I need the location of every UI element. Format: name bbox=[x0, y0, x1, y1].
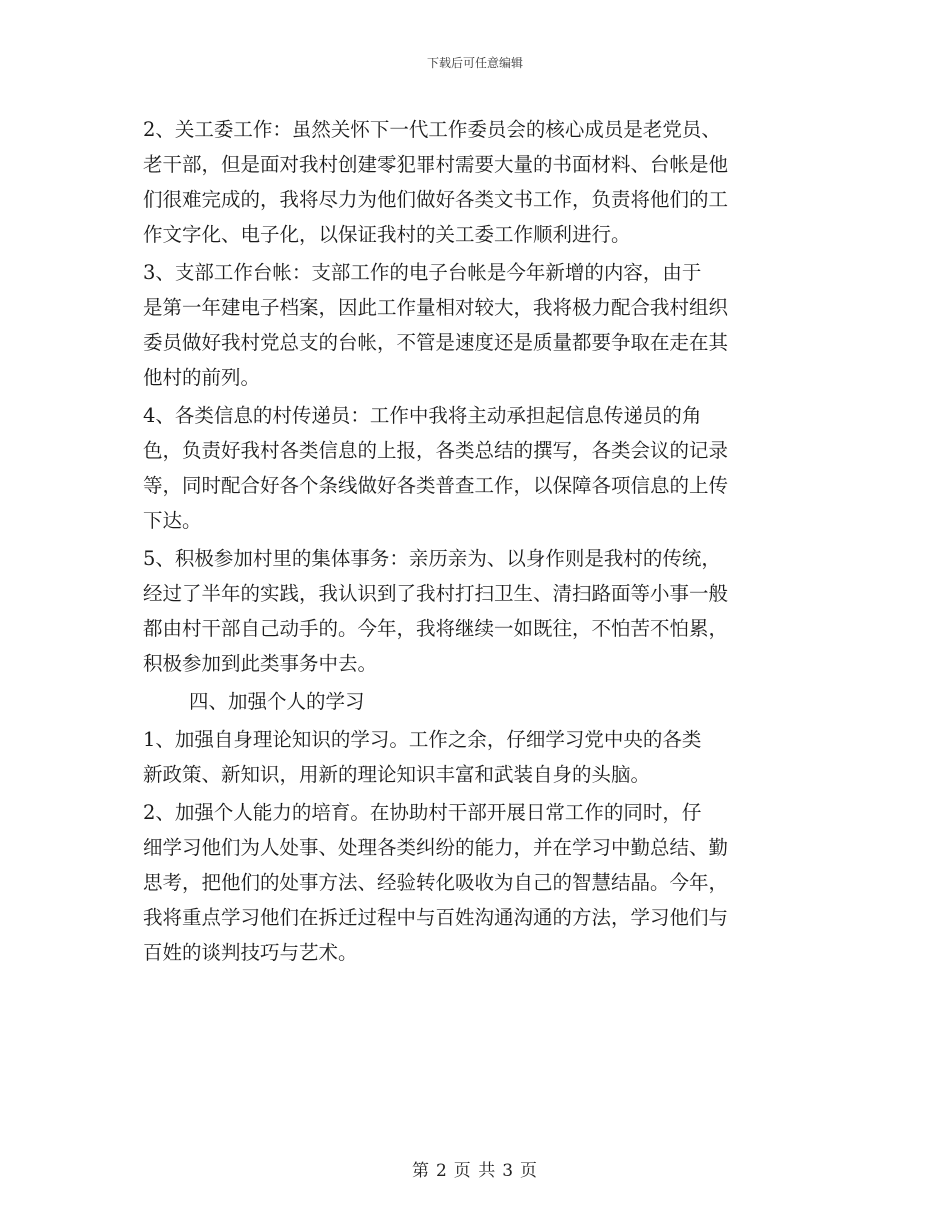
footer-middle: 页 共 bbox=[453, 1161, 497, 1181]
footer-current-page: 2 bbox=[435, 1161, 448, 1181]
footer-total-pages: 3 bbox=[502, 1161, 515, 1181]
paragraph-ability-training: 2、加强个人能力的培育。在协助村干部开展日常工作的同时，仔 细学习他们为人处事、处理各类纠纷的能力，并在学习中勤总结、勤 思考，把他们的处事方法、经验转化吸收为自己的智慧结晶。今年， 我将重点学习他们在拆迁过程中与百姓沟通沟通的方法，学习他们与 百姓的谈判技巧与艺术。 bbox=[143, 801, 729, 964]
footer-suffix: 页 bbox=[520, 1161, 539, 1181]
paragraph-theory-study: 1、加强自身理论知识的学习。工作之余，仔细学习党中央的各类 新政策、新知识，用新的理论知识丰富和武装自身的头脑。 bbox=[143, 728, 702, 786]
document-body bbox=[143, 112, 833, 973]
footer-prefix: 第 bbox=[411, 1161, 430, 1181]
paragraph-collective-affairs: 5、积极参加村里的集体事务：亲历亲为、以身作则是我村的传统， 经过了半年的实践，我认识到了我村打扫卫生、清扫路面等小事一般 都由村干部自己动手的。今年，我将继续一如既往，不怕苦不怕累， 积极参加到此类事务中去。 bbox=[143, 547, 729, 675]
paragraph-info-relay: 4、各类信息的村传递员：工作中我将主动承担起信息传递员的角 色，负责好我村各类信息的上报，各类总结的撰写，各类会议的记录 等，同时配合好各个条线做好各类普查工作，以保障各项信息的上传 下达。 bbox=[143, 404, 729, 532]
section-heading-personal-study: 四、加强个人的学习 bbox=[189, 690, 365, 713]
paragraph-guangongwei: 2、关工委工作：虽然关怀下一代工作委员会的核心成员是老党员、 老干部，但是面对我村创建零犯罪村需要大量的书面材料、台帐是他 们很难完成的，我将尽力为他们做好各类文书工作，负责将他们的工 作文字化、电子化，以保证我村的关工委工作顺利进行。 bbox=[143, 118, 729, 246]
page-number-footer bbox=[0, 1156, 950, 1181]
header-note: 下载后可任意编辑 bbox=[426, 56, 523, 70]
paragraph-branch-ledger: 3、支部工作台帐：支部工作的电子台帐是今年新增的内容，由于 是第一年建电子档案，因此工作量相对较大，我将极力配合我村组织 委员做好我村党总支的台帐，不管是速度还是质量都要争取在走在其 他村的前列。 bbox=[143, 261, 729, 389]
